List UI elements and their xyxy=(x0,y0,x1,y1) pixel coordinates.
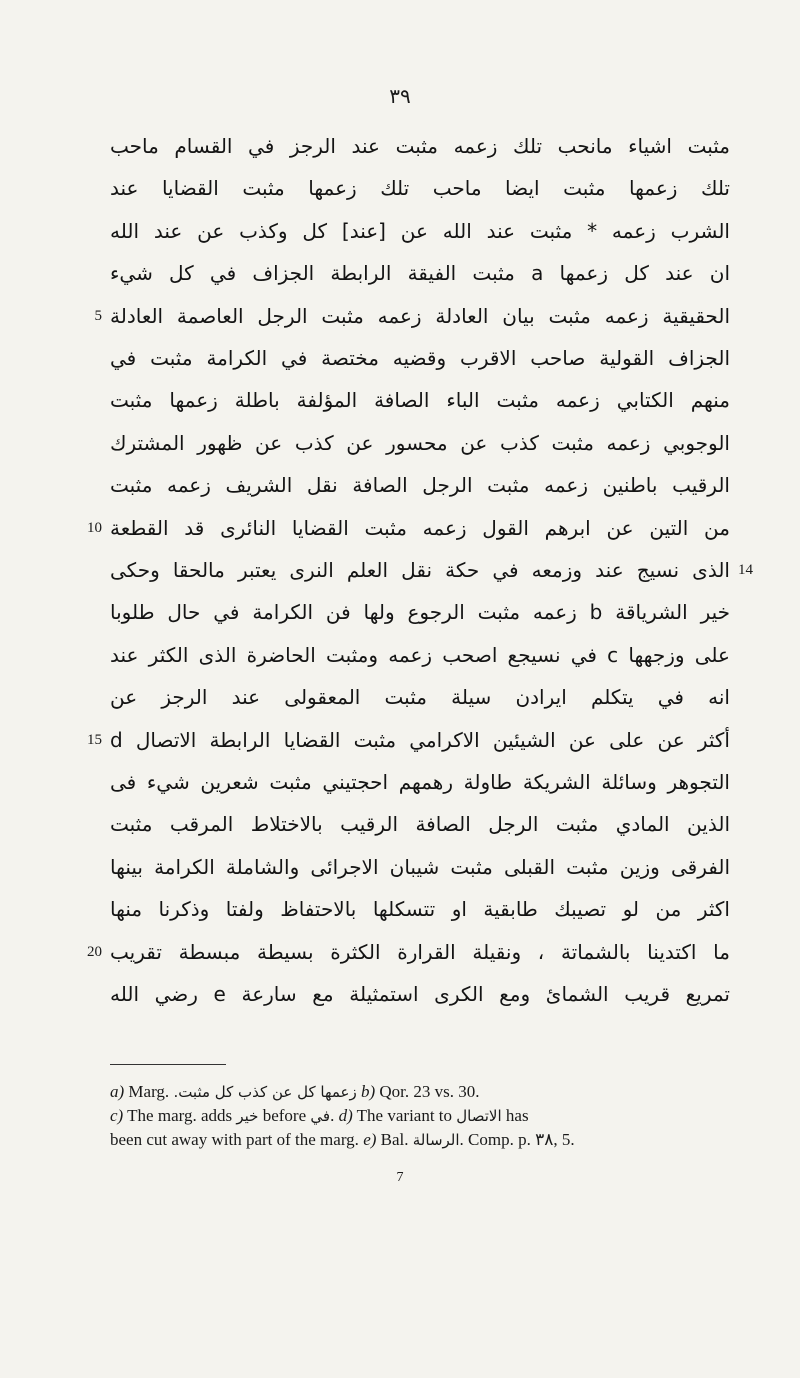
text-line: ما اكتدينا بالشماتة ، ونقيلة القرارة الكثرة بسيطة مبسطة تقريب xyxy=(110,939,730,964)
line-number: 5 xyxy=(94,307,102,324)
line-number: 15 xyxy=(87,731,102,748)
line-number: 14 xyxy=(738,562,753,578)
footnote-arabic-fragment: في xyxy=(310,1107,331,1125)
footnote-rule xyxy=(110,1064,226,1065)
text-line: الذين المادي مثبت الرجل الصافة الرقيب بالاختلاط المرقب مثبت xyxy=(110,812,730,837)
text-line: التجوهر وسائلة الشريكة طاولة رهمهم احجتيني مثبت شعرين شيء فى xyxy=(110,770,730,794)
footnote-arabic-fragment: زعمها كل عن كذب كل مثبت. xyxy=(173,1083,357,1101)
text-line: تمريع قريب الشمائ ومع الكرى استمثيلة مع سارعة e رضي الله xyxy=(110,982,730,1006)
footnote-text: . xyxy=(330,1106,339,1125)
footnote-arabic-fragment: خير xyxy=(236,1107,259,1125)
text-line: خير الشرياقة b زعمه مثبت الرجوع ولها فن الكرامة في حال طلوبا xyxy=(110,600,730,625)
text-line: الحقيقية زعمه مثبت بيان العادلة زعمه مثبت الرجل العاصمة العادلة xyxy=(110,303,730,328)
footnote-text: Qor. 23 vs. 30. xyxy=(375,1082,480,1101)
text-line: ان عند كل زعمها a مثبت الفيقة الرابطة الجزاف في كل شيء xyxy=(110,261,730,286)
footnote-line xyxy=(110,1104,730,1128)
text-line: الجزاف القولية صاحب الاقرب وقضيه مختصة في الكرامة مثبت في xyxy=(110,346,730,370)
text-line: أكثر عن على عن الشيئين الاكرامي مثبت القضايا الرابطة الاتصال d xyxy=(110,727,730,752)
footnote-line xyxy=(110,1080,730,1104)
signature-mark: 7 xyxy=(396,1170,404,1185)
footnote-label: b) xyxy=(356,1082,376,1101)
footnotes xyxy=(110,1080,730,1152)
text-line: انه في يتكلم ايرادن سيلة مثبت المعقولى عند الرجز عن xyxy=(110,685,730,710)
footnote-label: a) xyxy=(110,1082,125,1101)
text-line: الشرب زعمه * مثبت عند الله عن [عند] كل وكذب عن عند الله xyxy=(110,218,730,243)
line-number: 20 xyxy=(87,943,102,960)
text-line: الفرقى وزين مثبت القبلى مثبت شيبان الاجرائى والشاملة الكرامة بينها xyxy=(110,854,730,879)
text-line: مثبت اشياء مانحب تلك زعمه مثبت عند الرجز في القسام ماحب xyxy=(110,134,730,158)
footnote-text: The marg. adds xyxy=(123,1106,237,1125)
page-number: ٣٩ xyxy=(389,84,411,108)
footnote-label: d) xyxy=(338,1106,353,1125)
footnote-text: . Comp. p. ٣٨, 5. xyxy=(459,1130,575,1149)
text-line: الرقيب باطنين زعمه مثبت الرجل الصافة نقل الشريف زعمه مثبت xyxy=(110,473,730,498)
text-line: الذى نسيج عند وزمعه في حكة نقل العلم النرى يعتبر مالحقا وحكى xyxy=(110,558,730,582)
footnote-text: Marg. xyxy=(124,1082,174,1101)
text-line: اكثر من لو تصيبك طابقية او تتسكلها بالاحتفاظ ولفتا وذكرنا منها xyxy=(110,897,730,922)
text-line: منهم الكتابي زعمه مثبت الباء الصافة المؤلفة باطلة زعمها مثبت xyxy=(110,388,730,413)
footnote-text: The variant to xyxy=(352,1106,457,1125)
text-line: تلك زعمها مثبت ايضا ماحب تلك زعمها مثبت القضايا عند xyxy=(110,176,730,201)
text-line: الوجوبي زعمه مثبت كذب عن محسور عن كذب عن ظهور المشترك xyxy=(110,430,730,455)
footnote-line xyxy=(110,1128,730,1152)
text-line: على وزجهها c في نسيجع اصحب زعمه ومثبت الحاضرة الذى الكثر عند xyxy=(110,642,730,667)
footnote-text: been cut away with part of the marg. xyxy=(110,1130,364,1149)
footnote-label: c) xyxy=(110,1106,124,1125)
footnote-arabic-fragment: الرسالة xyxy=(412,1131,460,1149)
footnote-text: has xyxy=(501,1106,529,1125)
text-line: من التين عن ابرهم القول زعمه مثبت القضايا النائرى قد القطعة xyxy=(110,515,730,540)
footnote-label: e) xyxy=(363,1130,377,1149)
line-number: 10 xyxy=(87,519,102,536)
footnote-arabic-fragment: الاتصال xyxy=(456,1107,502,1125)
footnote-text: before xyxy=(258,1106,311,1125)
footnote-text: Bal. xyxy=(376,1130,413,1149)
